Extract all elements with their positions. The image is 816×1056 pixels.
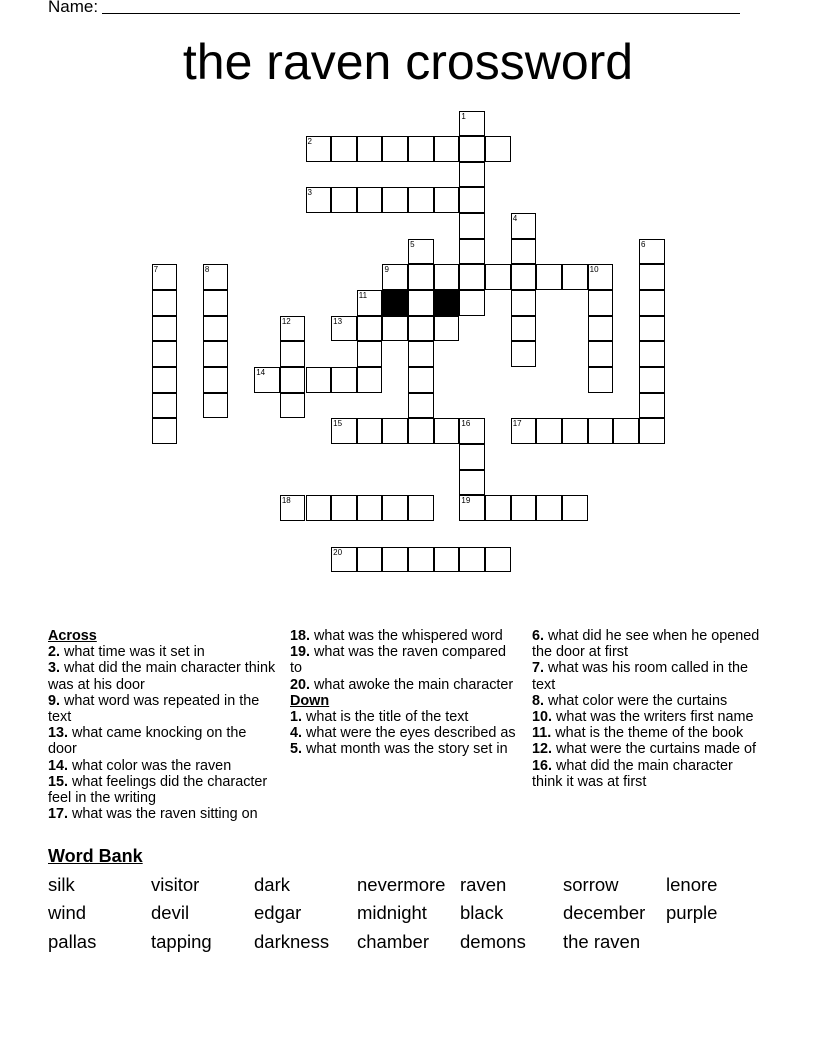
clue-number: 12 xyxy=(281,316,291,326)
clues-column-3 xyxy=(532,628,762,790)
crossword-cell[interactable] xyxy=(357,187,383,213)
crossword-cell[interactable] xyxy=(306,495,332,521)
word-bank-item: tapping xyxy=(151,931,212,952)
clues-column-2 xyxy=(290,628,520,758)
crossword-cell[interactable] xyxy=(485,136,511,162)
clue-down-12: 12. what were the curtains made of xyxy=(532,741,756,758)
word-bank-item: sorrow xyxy=(563,874,619,895)
clue-down-8: 8. what color were the curtains xyxy=(532,692,728,709)
down-heading: Down xyxy=(290,692,330,709)
crossword-cell[interactable] xyxy=(357,418,383,444)
crossword-cell[interactable] xyxy=(434,316,460,342)
crossword-cell[interactable] xyxy=(408,367,434,393)
crossword-cell[interactable] xyxy=(331,547,357,573)
crossword-cell[interactable] xyxy=(485,547,511,573)
crossword-cell[interactable] xyxy=(331,418,357,444)
crossword-cell[interactable] xyxy=(511,418,537,444)
crossword-cell[interactable] xyxy=(152,341,178,367)
crossword-cell[interactable] xyxy=(459,444,485,470)
crossword-cell[interactable] xyxy=(639,367,665,393)
crossword-cell[interactable] xyxy=(562,264,588,290)
crossword-cell[interactable] xyxy=(511,495,537,521)
crossword-cell[interactable] xyxy=(434,418,460,444)
crossword-cell[interactable] xyxy=(306,136,332,162)
crossword-cell[interactable] xyxy=(357,495,383,521)
word-bank-item: pallas xyxy=(48,931,97,952)
clue-number: 5 xyxy=(410,239,415,249)
crossword-cell[interactable] xyxy=(434,187,460,213)
crossword-cell[interactable] xyxy=(306,367,332,393)
crossword-cell[interactable] xyxy=(562,418,588,444)
crossword-cell[interactable] xyxy=(357,290,383,316)
crossword-cell[interactable] xyxy=(408,290,434,316)
crossword-cell[interactable] xyxy=(408,187,434,213)
crossword-cell[interactable] xyxy=(639,393,665,419)
word-bank-item: midnight xyxy=(357,902,427,923)
clue-number: 16 xyxy=(461,419,471,429)
across-heading: Across xyxy=(48,628,97,644)
crossword-cell[interactable] xyxy=(280,495,306,521)
crossword-cell[interactable] xyxy=(408,547,434,573)
crossword-cell[interactable] xyxy=(152,367,178,393)
crossword-cell[interactable] xyxy=(485,495,511,521)
crossword-cell[interactable] xyxy=(588,418,614,444)
crossword-cell[interactable] xyxy=(357,316,383,342)
clue-across-15: 15. what feelings did the character feel in the writing xyxy=(48,773,268,807)
crossword-cell[interactable] xyxy=(459,495,485,521)
crossword-cell[interactable] xyxy=(639,316,665,342)
clue-number: 1 xyxy=(461,111,466,121)
crossword-cell[interactable] xyxy=(152,290,178,316)
clue-down-1: 1. what is the title of the text xyxy=(290,709,469,726)
crossword-cell[interactable] xyxy=(511,341,537,367)
clue-across-13: 13. what came knocking on the door xyxy=(48,725,247,758)
crossword-cell[interactable] xyxy=(152,316,178,342)
word-bank-item: demons xyxy=(460,931,526,952)
crossword-cell[interactable] xyxy=(203,264,229,290)
clue-down-10: 10. what was the writers first name xyxy=(532,709,754,726)
crossword-cell[interactable] xyxy=(331,367,357,393)
crossword-cell[interactable] xyxy=(408,393,434,419)
word-bank-item: darkness xyxy=(254,931,330,952)
crossword-cell[interactable] xyxy=(331,136,357,162)
clue-across-9: 9. what word was repeated in the text xyxy=(48,692,260,726)
crossword-cell[interactable] xyxy=(152,264,178,290)
crossword-cell[interactable] xyxy=(485,264,511,290)
clue-across-17: 17. what was the raven sitting on xyxy=(48,806,258,823)
crossword-cell[interactable] xyxy=(280,367,306,393)
clue-number: 13 xyxy=(333,316,343,326)
crossword-cell[interactable] xyxy=(459,290,485,316)
crossword-cell[interactable] xyxy=(511,264,537,290)
clue-down-16: 16. what did the main character think it was at first xyxy=(532,757,733,790)
clue-number: 4 xyxy=(512,214,518,224)
crossword-cell[interactable] xyxy=(511,290,537,316)
crossword-cell[interactable] xyxy=(536,264,562,290)
crossword-cell[interactable] xyxy=(382,547,408,573)
clue-across-14: 14. what color was the raven xyxy=(48,757,232,774)
clue-number: 8 xyxy=(204,265,210,275)
clue-down-6: 6. what did he see when he opened the door at first xyxy=(532,628,760,661)
clue-across-20: 20. what awoke the main character xyxy=(290,676,514,693)
crossword-cell[interactable] xyxy=(459,239,485,265)
crossword-cell[interactable] xyxy=(280,393,306,419)
crossword-cell[interactable] xyxy=(203,316,229,342)
crossword-cell[interactable] xyxy=(408,418,434,444)
crossword-black-cell xyxy=(434,290,460,316)
clue-across-3: 3. what did the main character think was at his door xyxy=(48,660,276,693)
crossword-cell[interactable] xyxy=(459,187,485,213)
crossword-cell[interactable] xyxy=(382,264,408,290)
clue-number: 15 xyxy=(333,419,343,429)
clue-number: 10 xyxy=(589,265,599,275)
crossword-cell[interactable] xyxy=(408,264,434,290)
word-bank-item: devil xyxy=(151,902,190,923)
clue-number: 19 xyxy=(461,496,471,506)
crossword-cell[interactable] xyxy=(459,111,485,137)
crossword-cell[interactable] xyxy=(382,187,408,213)
crossword-cell[interactable] xyxy=(357,341,383,367)
crossword-cell[interactable] xyxy=(382,418,408,444)
crossword-cell[interactable] xyxy=(588,290,614,316)
crossword-cell[interactable] xyxy=(459,162,485,188)
crossword-cell[interactable] xyxy=(588,367,614,393)
word-bank-item: visitor xyxy=(151,874,200,895)
word-bank-item: raven xyxy=(460,874,507,895)
crossword-cell[interactable] xyxy=(203,290,229,316)
clue-number: 14 xyxy=(256,368,266,377)
crossword-cell[interactable] xyxy=(562,495,588,521)
word-bank-item: black xyxy=(460,902,504,923)
clue-number: 18 xyxy=(281,496,291,506)
clue-down-11: 11. what is the theme of the book xyxy=(532,725,744,742)
word-bank-item: december xyxy=(563,902,646,923)
crossword-cell[interactable] xyxy=(331,495,357,521)
clue-number: 9 xyxy=(384,265,389,275)
crossword-cell[interactable] xyxy=(382,136,408,162)
crossword-cell[interactable] xyxy=(511,239,537,265)
clue-down-7: 7. what was his room called in the text xyxy=(532,660,748,693)
crossword-cell[interactable] xyxy=(408,239,434,265)
crossword-cell[interactable] xyxy=(511,316,537,342)
crossword-cell[interactable] xyxy=(280,341,306,367)
crossword-cell[interactable] xyxy=(408,341,434,367)
crossword-cell[interactable] xyxy=(639,341,665,367)
clue-across-2: 2. what time was it set in xyxy=(48,644,205,661)
crossword-cell[interactable] xyxy=(639,239,665,265)
crossword-cell[interactable] xyxy=(331,316,357,342)
crossword-cell[interactable] xyxy=(382,316,408,342)
clue-number: 11 xyxy=(358,291,368,301)
word-bank-item: chamber xyxy=(357,931,429,952)
crossword-cell[interactable] xyxy=(382,495,408,521)
word-bank-item: nevermore xyxy=(357,874,446,895)
crossword-cell[interactable] xyxy=(588,264,614,290)
crossword-cell[interactable] xyxy=(254,367,280,393)
word-bank-item: wind xyxy=(48,902,87,923)
crossword-cell[interactable] xyxy=(613,418,639,444)
crossword-cell[interactable] xyxy=(639,418,665,444)
clue-number: 17 xyxy=(512,419,522,429)
clue-number: 6 xyxy=(640,239,646,249)
clue-number: 2 xyxy=(307,137,312,147)
crossword-cell[interactable] xyxy=(357,367,383,393)
name-label: Name: xyxy=(48,0,99,16)
crossword-cell[interactable] xyxy=(588,341,614,367)
word-bank-item: lenore xyxy=(666,874,718,895)
crossword-cell[interactable] xyxy=(357,136,383,162)
clue-across-19: 19. what was the raven compared to xyxy=(290,644,506,677)
word-bank-item: silk xyxy=(48,874,75,895)
crossword-cell[interactable] xyxy=(511,213,537,239)
crossword-cell[interactable] xyxy=(357,547,383,573)
crossword-cell[interactable] xyxy=(459,136,485,162)
crossword-cell[interactable] xyxy=(408,136,434,162)
word-bank-item: the raven xyxy=(563,931,641,952)
crossword-cell[interactable] xyxy=(152,418,178,444)
crossword-cell[interactable] xyxy=(203,393,229,419)
clue-number: 3 xyxy=(307,188,312,198)
crossword-cell[interactable] xyxy=(459,418,485,444)
word-bank-item: edgar xyxy=(254,902,302,923)
crossword-cell[interactable] xyxy=(536,418,562,444)
clue-across-18: 18. what was the whispered word xyxy=(290,628,503,644)
crossword-cell[interactable] xyxy=(639,264,665,290)
crossword-cell[interactable] xyxy=(588,316,614,342)
crossword-cell[interactable] xyxy=(434,547,460,573)
crossword-cell[interactable] xyxy=(459,547,485,573)
clue-number: 7 xyxy=(153,265,159,275)
crossword-cell[interactable] xyxy=(408,495,434,521)
crossword-cell[interactable] xyxy=(280,316,306,342)
clue-number: 20 xyxy=(333,547,343,557)
word-bank-title: Word Bank xyxy=(48,846,143,866)
crossword-cell[interactable] xyxy=(434,264,460,290)
clues-column-1 xyxy=(48,628,278,822)
crossword-cell[interactable] xyxy=(203,341,229,367)
crossword-cell[interactable] xyxy=(434,136,460,162)
page-title: the raven crossword xyxy=(182,34,634,90)
clue-down-4: 4. what were the eyes described as xyxy=(290,725,516,742)
crossword-cell[interactable] xyxy=(331,187,357,213)
crossword-cell[interactable] xyxy=(536,495,562,521)
crossword-cell[interactable] xyxy=(152,393,178,419)
crossword-cell[interactable] xyxy=(459,213,485,239)
crossword-cell[interactable] xyxy=(306,187,332,213)
clue-down-5: 5. what month was the story set in xyxy=(290,741,508,758)
crossword-cell[interactable] xyxy=(639,290,665,316)
word-bank-item: purple xyxy=(666,902,718,923)
crossword-cell[interactable] xyxy=(203,367,229,393)
crossword-cell[interactable] xyxy=(459,470,485,496)
crossword-cell[interactable] xyxy=(459,264,485,290)
crossword-black-cell xyxy=(382,290,408,316)
word-bank-item: dark xyxy=(254,874,290,895)
crossword-cell[interactable] xyxy=(408,316,434,342)
